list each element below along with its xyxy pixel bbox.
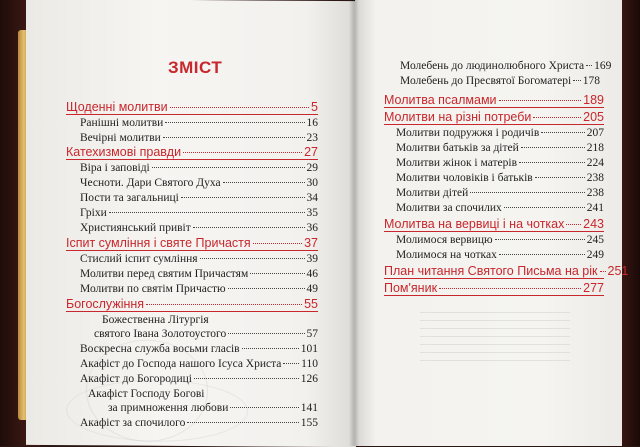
toc-entry-label: Християнський привіт [80,222,191,234]
toc-entry-label: Молитви жінок і матерів [396,157,518,169]
toc-entry-page: 29 [306,162,318,174]
toc-entry-page: 218 [586,142,604,154]
toc-section-examination [66,236,318,251]
toc-item [80,283,318,298]
toc-section-remembrance [384,281,604,296]
toc-entry-label: Віра і заповіді [80,162,150,174]
toc-entry-page: 205 [583,110,604,124]
section-rule [66,311,318,312]
page-title: ЗМІСТ [168,58,223,77]
toc-item [396,187,604,202]
toc-item [80,192,318,207]
toc-entry-page: 101 [300,343,318,355]
toc-entry-label: Молитви дітей [396,187,469,199]
toc-entry-label: Стислий іспит сумління [80,253,198,265]
toc-entry-page: 178 [582,75,600,87]
toc-item [396,202,604,217]
toc-entry-page: 277 [583,281,604,295]
toc-entry-label: Молитва псалмами [384,93,497,107]
toc-item [80,328,318,343]
toc-item [80,253,318,268]
toc-entry-label: Молитви батьків за дітей [396,142,519,154]
toc-entry-label: Акафіст до Богородиці [80,373,193,385]
toc-entry-label: Молитви перед святим Причастям [80,268,249,280]
toc-entry-page: 27 [304,145,318,159]
toc-entry-page: 35 [306,207,318,219]
toc-section-scripture-plan [384,264,629,279]
toc-entry-label: за примноження любови [108,402,229,414]
toc-entry-page: 34 [306,192,318,204]
toc-entry-page: 224 [586,157,604,169]
toc-item [396,249,604,264]
toc-entry-page: 5 [311,100,318,114]
toc-item [80,222,318,237]
section-rule [66,114,318,115]
background-right [620,0,640,446]
toc-entry-label: Божественна Літургія [102,314,209,326]
toc-entry-page: 238 [586,172,604,184]
toc-entry-page: 155 [300,417,318,429]
toc-entry-page: 141 [300,402,318,414]
toc-entry-page: 49 [306,283,318,295]
section-rule [384,295,604,296]
toc-entry-page: 241 [586,202,604,214]
toc-entry-label: Молитви подружжя і родичів [396,127,540,139]
toc-entry-label: Чесноти. Дари Святого Духа [80,177,221,189]
toc-section-services [66,297,318,312]
toc-entry-label: Молитви по святім Причастю [80,283,226,295]
toc-entry-label: Богослужіння [66,297,145,311]
toc-section-catechism [66,145,318,160]
toc-entry-label: Катехизмові правди [66,145,182,159]
show-through-text [420,305,570,375]
toc-entry-label: Пости та загальниці [80,192,179,204]
toc-entry-label: Воскресна служба восьми гласів [80,343,240,355]
toc-entry-label: Іспит сумління і святе Причастя [66,236,251,250]
toc-item [400,60,612,75]
toc-item [80,117,318,132]
toc-entry-page: 238 [586,187,604,199]
toc-item [396,157,604,172]
section-rule [384,278,604,279]
toc-entry-page: 243 [583,217,604,231]
toc-entry-label: Акафіст за спочилого [80,417,186,429]
toc-entry-page: 251 [607,264,629,278]
toc-item [396,234,604,249]
toc-entry-page: 169 [594,60,612,72]
toc-entry-label: План читання Святого Письма на рік [384,264,598,278]
toc-entry-page: 110 [301,358,318,370]
toc-entry-page: 23 [306,132,318,144]
toc-entry-page: 55 [304,297,318,311]
toc-item [396,172,604,187]
toc-item [80,177,318,192]
toc-item [80,402,318,417]
toc-entry-label: Ранішні молитви [80,117,164,129]
toc-entry-page: 16 [306,117,318,129]
toc-item-line1 [80,388,318,403]
toc-entry-page: 245 [586,234,604,246]
toc-entry-page: 46 [306,268,318,280]
toc-entry-label: Акафіст Господу Богові [88,388,205,400]
toc-entry-label: Щоденні молитви [66,100,168,114]
toc-entry-page: 30 [306,177,318,189]
section-rule [384,231,604,232]
toc-item [396,127,604,142]
section-rule [384,124,604,125]
toc-entry-label: Акафіст до Господа нашого Ісуса Христа [80,358,282,370]
toc-item [80,358,318,373]
toc-entry-page: 126 [300,373,318,385]
toc-section-daily-prayers [66,100,318,115]
toc-entry-page: 57 [306,328,318,340]
toc-entry-label: Молитва на вервиці і на чотках [384,217,565,231]
toc-entry-page: 207 [586,127,604,139]
toc-entry-label: Молитви на різні потреби [384,110,532,124]
toc-section-psalms [384,93,604,108]
toc-entry-label: святого Івана Золотоустого [94,328,227,340]
toc-entry-page: 37 [304,236,318,250]
toc-item-line1 [80,314,318,329]
section-rule [66,250,318,251]
toc-entry-page: 39 [306,253,318,265]
toc-section-needs [384,110,604,125]
section-rule [66,159,318,160]
toc-entry-page: 189 [583,93,604,107]
toc-entry-label: Молимося вервицю [396,234,493,246]
toc-entry-label: Молебень до людинолюбного Христа [400,60,585,72]
toc-entry-label: Вечірні молитви [80,132,161,144]
toc-entry-label: Молитви за спочилих [396,202,502,214]
toc-entry-label: Пом'яник [384,281,438,295]
toc-item [80,162,318,177]
toc-item [80,268,318,283]
toc-item [80,373,318,388]
toc-item [80,417,318,432]
page-gutter [349,0,359,446]
toc-entry-label: Гріхи [80,207,107,219]
toc-item [396,142,604,157]
toc-section-rosary [384,217,604,232]
toc-item [80,343,318,358]
section-rule [384,107,604,108]
toc-entry-label: Молитви чоловіків і батьків [396,172,533,184]
toc-entry-page: 36 [306,222,318,234]
toc-item [80,207,318,222]
toc-item [400,75,600,90]
toc-entry-label: Молимося на чотках [396,249,497,261]
toc-entry-page: 249 [586,249,604,261]
toc-entry-label: Молебень до Пресвятої Богоматері [400,75,572,87]
